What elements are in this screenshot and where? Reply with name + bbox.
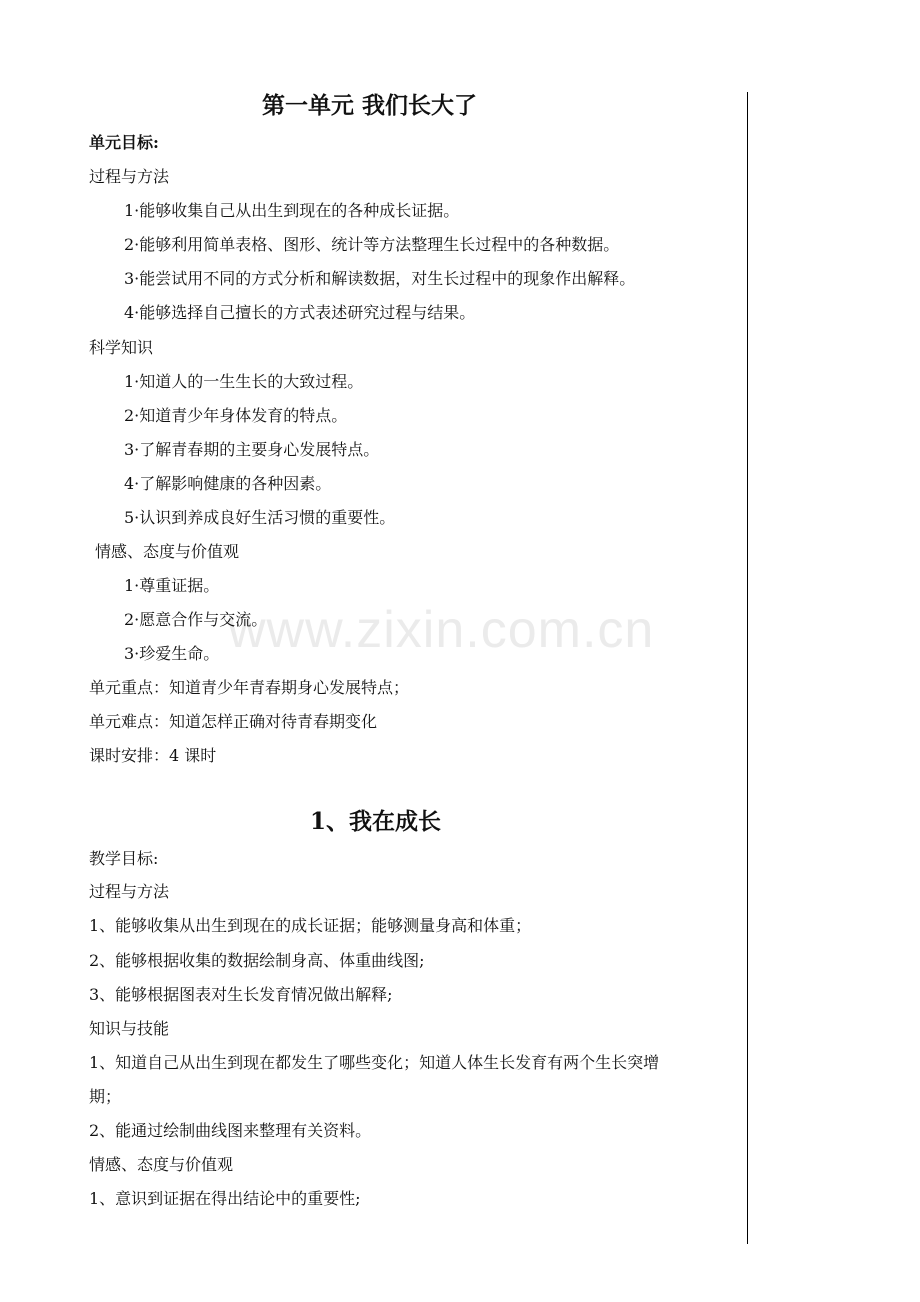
unit-attitude-heading: 情感、态度与价值观 — [95, 542, 240, 561]
lesson-process-item: 3、能够根据图表对生长发育情况做出解释; — [89, 985, 393, 1004]
unit-process-item: 3·能尝试用不同的方式分析和解读数据，对生长过程中的现象作出解释。 — [124, 269, 636, 288]
unit-knowledge-item: 1·知道人的一生生长的大致过程。 — [124, 372, 364, 391]
unit-process-item: 4·能够选择自己擅长的方式表述研究过程与结果。 — [124, 303, 476, 322]
unit-title: 第一单元 我们长大了 — [262, 92, 478, 119]
lesson-attitude-item: 1、意识到证据在得出结论中的重要性; — [89, 1189, 361, 1208]
lesson-skills-heading: 知识与技能 — [89, 1019, 170, 1038]
lesson-title: 1、我在成长 — [310, 808, 442, 835]
unit-attitude-item: 3·珍爱生命。 — [124, 644, 220, 663]
page-margin-rule — [747, 92, 748, 1244]
unit-objectives-label: 单元目标: — [89, 133, 159, 152]
unit-schedule: 课时安排：4 课时 — [89, 746, 217, 765]
unit-process-item: 1·能够收集自己从出生到现在的各种成长证据。 — [124, 201, 460, 220]
unit-process-item: 2·能够利用简单表格、图形、统计等方法整理生长过程中的各种数据。 — [124, 235, 620, 254]
unit-knowledge-item: 4·了解影响健康的各种因素。 — [124, 474, 332, 493]
unit-key-point: 单元重点：知道青少年青春期身心发展特点； — [89, 678, 410, 697]
lesson-process-item: 1、能够收集从出生到现在的成长证据；能够测量身高和体重； — [89, 916, 532, 935]
unit-knowledge-item: 3·了解青春期的主要身心发展特点。 — [124, 440, 380, 459]
lesson-objectives-label: 教学目标: — [89, 849, 159, 868]
unit-process-heading: 过程与方法 — [89, 167, 170, 186]
lesson-process-item: 2、能够根据收集的数据绘制身高、体重曲线图; — [89, 951, 425, 970]
lesson-skills-item: 2、能通过绘制曲线图来整理有关资料。 — [89, 1121, 372, 1140]
lesson-skills-item: 1、知道自己从出生到现在都发生了哪些变化；知道人体生长发育有两个生长突增 — [89, 1053, 660, 1072]
unit-knowledge-item: 5·认识到养成良好生活习惯的重要性。 — [124, 508, 396, 527]
unit-knowledge-heading: 科学知识 — [89, 338, 154, 357]
lesson-process-heading: 过程与方法 — [89, 882, 170, 901]
unit-attitude-item: 2·愿意合作与交流。 — [124, 610, 268, 629]
unit-attitude-item: 1·尊重证据。 — [124, 576, 220, 595]
watermark: www.zixin.com.cn — [228, 601, 655, 659]
lesson-attitude-heading: 情感、态度与价值观 — [89, 1155, 234, 1174]
unit-difficulty: 单元难点：知道怎样正确对待青春期变化 — [89, 712, 378, 731]
unit-knowledge-item: 2·知道青少年身体发育的特点。 — [124, 406, 348, 425]
lesson-skills-item: 期； — [89, 1087, 122, 1106]
